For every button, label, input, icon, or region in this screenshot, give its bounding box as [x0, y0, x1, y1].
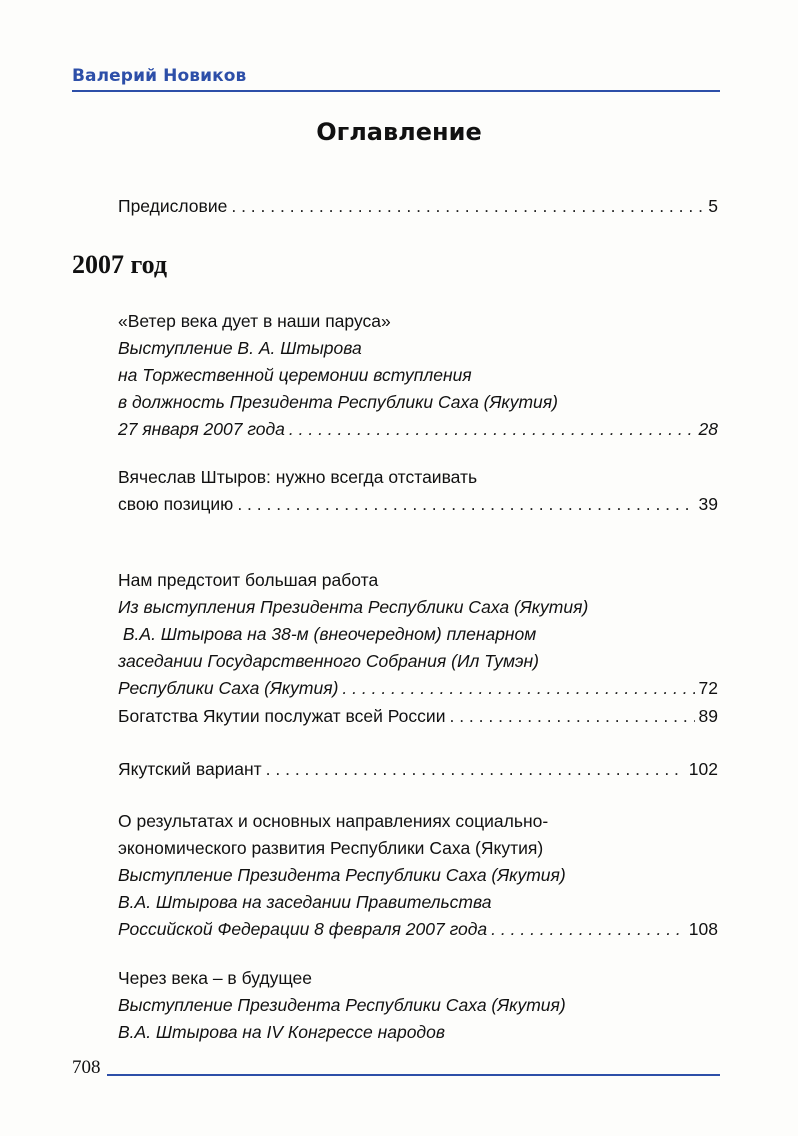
entry-page-number: 28	[698, 419, 718, 439]
entry-subtitle: Выступление В. А. Штырова	[118, 338, 362, 358]
entry-title: «Ветер века дует в наши паруса»	[118, 311, 391, 331]
dot-leader	[285, 416, 695, 443]
entry-title: Нам предстоит большая работа	[118, 570, 379, 590]
entry-title: О результатах и основных направлениях социально-	[118, 811, 549, 831]
entry-page-number: 72	[698, 678, 718, 698]
section-heading-year: 2007 год	[72, 250, 168, 279]
toc-entry[interactable]	[118, 756, 718, 783]
toc-entry[interactable]	[118, 464, 718, 518]
entry-title: свою позицию	[118, 494, 234, 514]
dot-leader	[227, 193, 704, 220]
entry-subtitle: на Торжественной церемонии вступления	[118, 365, 472, 385]
entry-subtitle: заседании Государственного Собрания (Ил Тумэн)	[118, 651, 539, 671]
running-header	[72, 66, 720, 92]
toc-entry-preface[interactable]	[118, 193, 718, 220]
entry-subtitle: Выступление Президента Республики Саха (Якутия)	[118, 865, 566, 885]
page-title: Оглавление	[316, 118, 482, 146]
entry-title: Вячеслав Штыров: нужно всегда отстаивать	[118, 467, 478, 487]
entry-subtitle: Республики Саха (Якутия)	[118, 678, 339, 698]
toc-entry[interactable]	[118, 703, 718, 730]
entry-subtitle: Из выступления Президента Республики Саха (Якутия)	[118, 597, 589, 617]
entry-subtitle: Выступление Президента Республики Саха (Якутия)	[118, 995, 566, 1015]
dot-leader	[338, 675, 694, 702]
toc-entry[interactable]	[118, 308, 718, 443]
author-name: Валерий Новиков	[72, 66, 247, 86]
toc-entry[interactable]	[118, 567, 718, 702]
page-number: 708	[72, 1057, 101, 1078]
entry-title: Богатства Якутии послужат всей России	[118, 706, 446, 726]
dot-leader	[487, 916, 685, 943]
dot-leader	[233, 491, 694, 518]
entry-subtitle: Российской Федерации 8 февраля 2007 года	[118, 919, 488, 939]
entry-subtitle: В.А. Штырова на 38-м (внеочередном) пленарном	[118, 624, 537, 644]
page-footer	[72, 1058, 720, 1078]
entry-page-number: 108	[688, 919, 718, 939]
entry-subtitle: В.А. Штырова на IV Конгрессе народов	[118, 1022, 445, 1042]
entry-page-number: 39	[698, 494, 718, 514]
entry-page-number: 89	[698, 706, 718, 726]
toc-entry[interactable]	[118, 965, 718, 1046]
dot-leader	[262, 756, 685, 783]
entry-title: Предисловие	[118, 196, 228, 216]
toc-entry[interactable]	[118, 808, 718, 943]
footer-rule	[107, 1074, 721, 1076]
entry-title: Через века – в будущее	[118, 968, 313, 988]
entry-title: экономического развития Республики Саха (Якутия)	[118, 838, 544, 858]
entry-subtitle: В.А. Штырова на заседании Правительства	[118, 892, 492, 912]
entry-subtitle: 27 января 2007 года	[118, 419, 285, 439]
entry-subtitle: в должность Президента Республики Саха (Якутия)	[118, 392, 558, 412]
entry-page-number: 102	[688, 759, 718, 779]
entry-title: Якутский вариант	[118, 759, 262, 779]
dot-leader	[445, 703, 694, 730]
entry-page-number: 5	[708, 196, 718, 216]
